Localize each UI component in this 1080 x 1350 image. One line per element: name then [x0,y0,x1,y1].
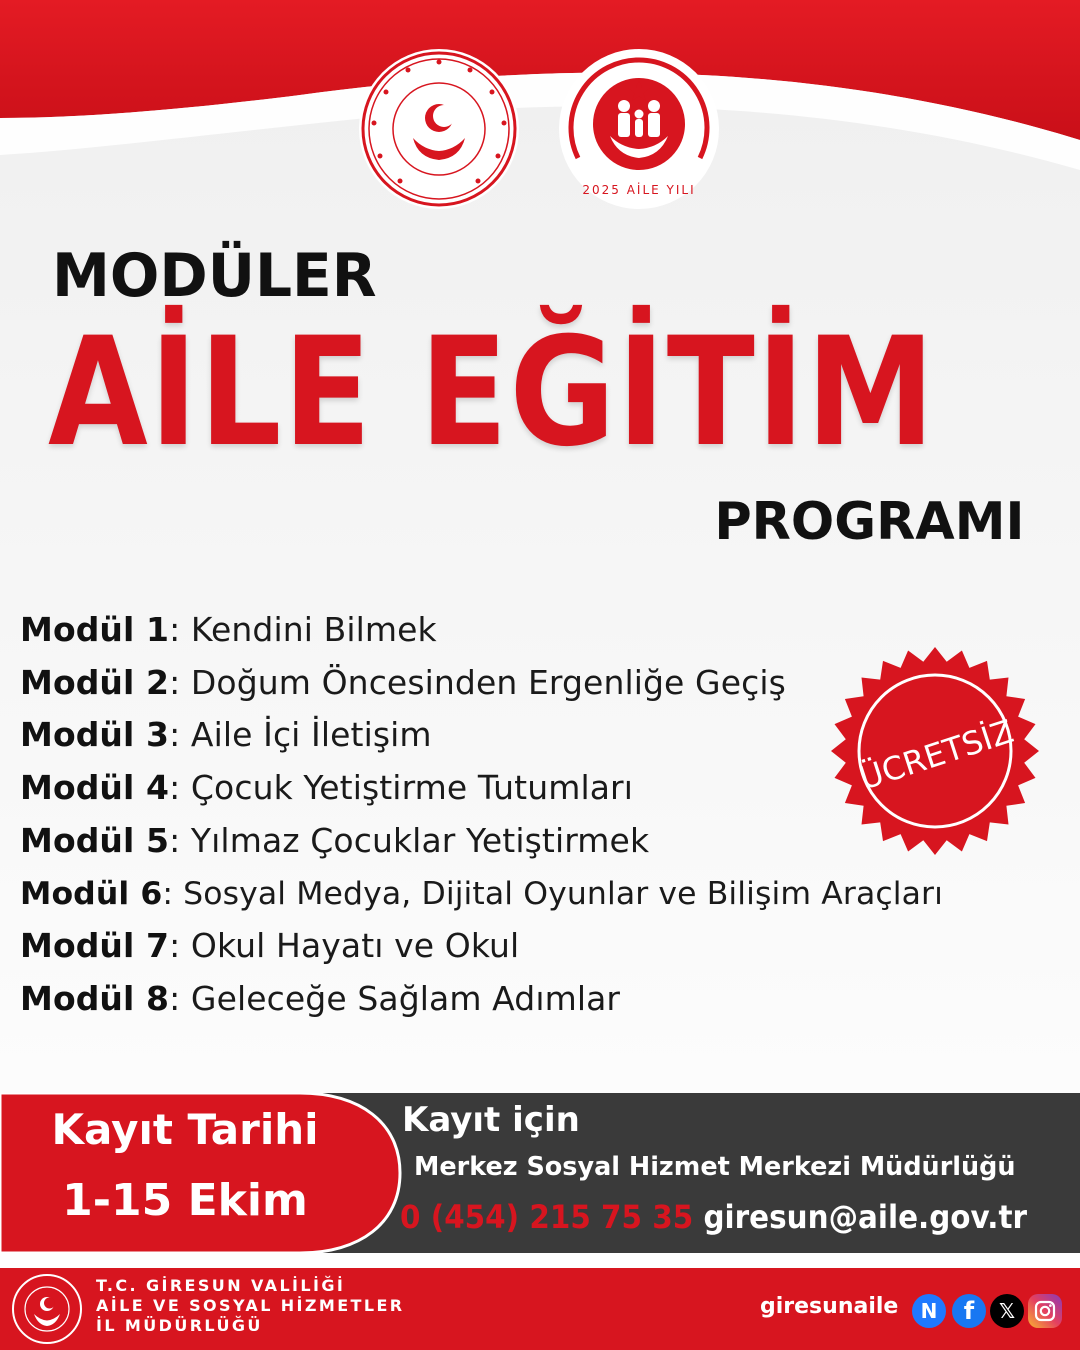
contact-title: Kayıt için [402,1100,580,1140]
ministry-small-logo [10,1272,84,1346]
title-programi: PROGRAMI [713,492,1024,552]
social-handle[interactable]: giresunaile [760,1294,899,1319]
free-label: ÜCRETSİZ [854,712,1018,798]
institution-line3: İL MÜDÜRLÜĞÜ [96,1316,263,1335]
module-text: : Doğum Öncesinden Ergenliğe Geçiş [169,662,786,702]
instagram-icon[interactable] [1028,1294,1062,1328]
registration-title: Kayıt Tarihi [51,1105,319,1154]
list-item [20,709,943,762]
year-ring-text: 2025 AİLE YILI [582,183,696,197]
list-item [20,657,943,710]
contact-line [400,1198,1027,1236]
list-item [20,815,943,868]
module-name: Modül 3 [20,715,170,755]
module-text: : Kendini Bilmek [169,610,437,649]
module-list [20,604,943,1026]
institution-line2: AİLE VE SOSYAL HİZMETLER [96,1296,405,1315]
module-text: : Geleceğe Sağlam Adımlar [169,978,621,1018]
facebook-icon[interactable]: f [952,1294,986,1328]
module-name: Modül 2 [20,662,170,702]
title-aile-egitim: AİLE EĞİTİM [48,306,937,480]
list-item [20,973,943,1026]
module-text: : Sosyal Medya, Dijital Oyunlar ve Bilişim Araçları [162,875,943,912]
module-name: Modül 5 [20,820,170,860]
institution-name [96,1276,405,1336]
module-text: : Çocuk Yetiştirme Tutumları [169,768,633,808]
registration-date: 1-15 Ekim [62,1175,308,1226]
family-year-logo [558,48,720,210]
x-icon[interactable]: 𝕏 [990,1294,1024,1328]
nsosyal-icon[interactable]: N [912,1294,946,1328]
free-stamp-badge [828,644,1042,858]
module-name: Modül 8 [20,978,170,1018]
list-item [20,604,943,657]
list-item [20,868,943,921]
contact-organization: Merkez Sosyal Hizmet Merkezi Müdürlüğü [414,1152,1016,1182]
list-item [20,762,943,815]
module-name: Modül 7 [20,926,170,966]
instagram-glyph [1033,1299,1057,1323]
module-name: Modül 1 [20,610,170,649]
module-text: : Yılmaz Çocuklar Yetiştirmek [169,820,650,860]
module-text: : Aile İçi İletişim [169,715,432,755]
list-item [20,920,943,973]
email-address[interactable]: giresun@aile.gov.tr [703,1198,1028,1236]
phone-number[interactable]: 0 (454) 215 75 35 [400,1198,694,1236]
institution-line1: T.C. GİRESUN VALİLİĞİ [96,1276,346,1295]
module-name: Modül 4 [20,768,170,808]
title-moduler: MODÜLER [52,241,377,311]
ministry-logo [358,48,520,210]
module-name: Modül 6 [20,875,163,912]
module-text: : Okul Hayatı ve Okul [169,926,520,966]
